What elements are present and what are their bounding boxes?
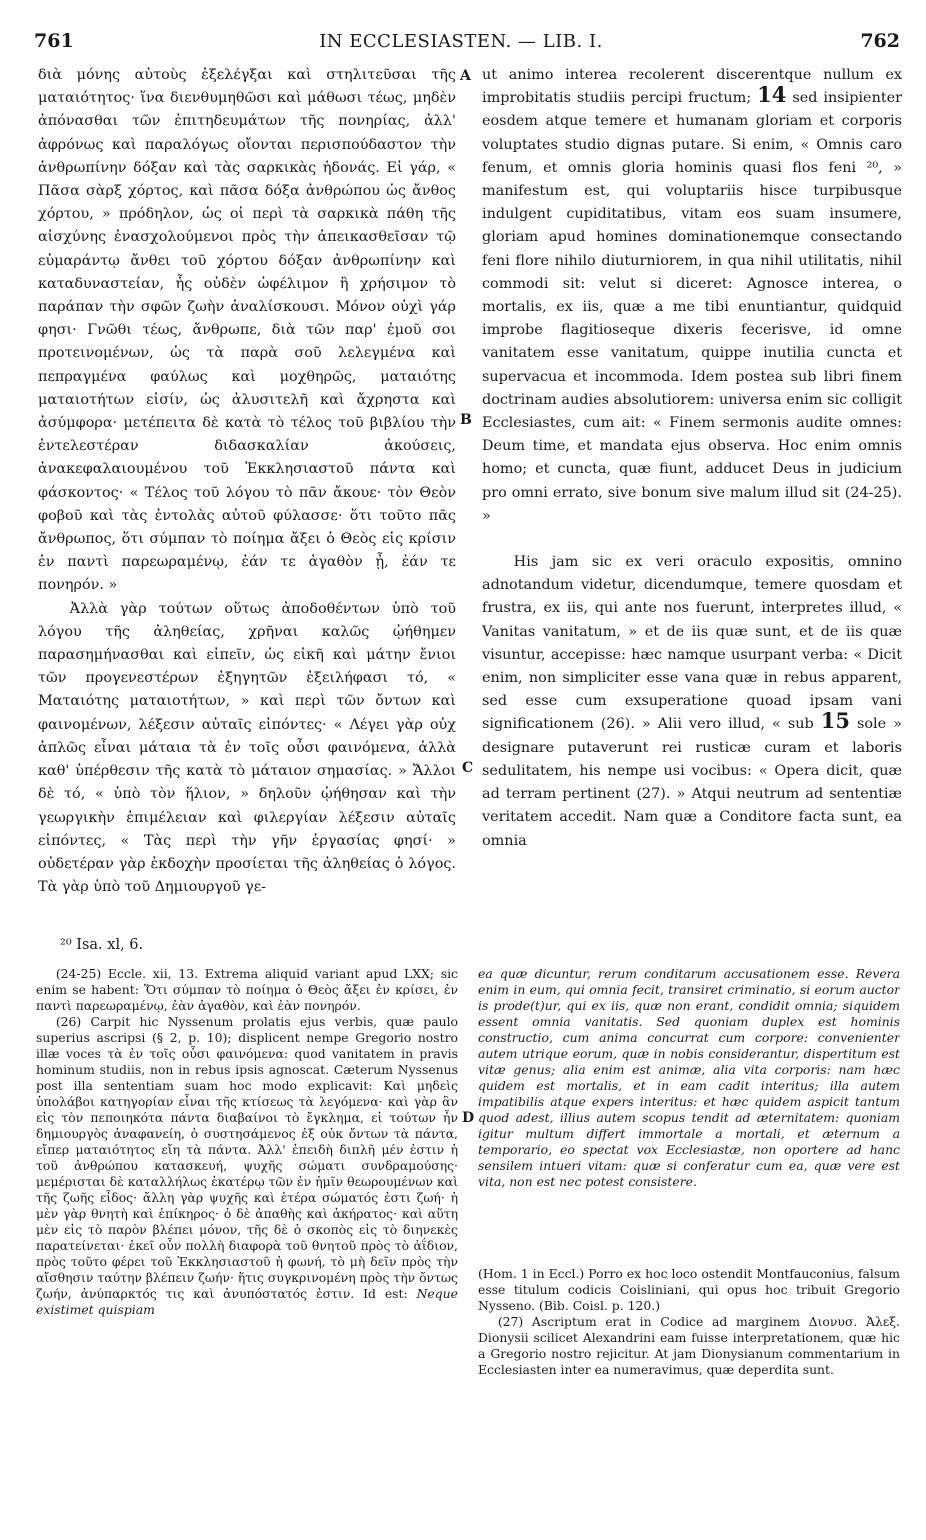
note-26: [36, 1014, 458, 1318]
notes-right-italic: [478, 966, 900, 1266]
note-27: (27) Ascriptum erat in Codice ad marginem Διονυσ. Ἀλεξ. Dionysii scilicet Alexandrini eam fuisse interpretationem, quæ hic a Gregorio nostro rejicitur. At jam Dionysianum commentarium in Ecclesiasten inter ea numeravimus, quæ deperdita sunt.: [478, 1314, 900, 1377]
latin-paragraph-2-end: sole » designare putaverunt rei rusticæ curam et laboris sedulitatem, his nempe usi vocibus: « Opera dicit, quæ ad terram pertinent (27). » Atqui neutrum ad sententiæ veritatem accedit. Nam quæ a Conditore facta sunt, ea omnia: [482, 716, 902, 849]
greek-paragraph-1: διὰ μόνης αὐτοὺς ἐξελέγξαι καὶ στηλιτεῦσαι τῆς ματαιότητος· ἵνα διενθυμηθῶσι καὶ μάθωσι τέως, μηδὲν ἀπόνασθαι τῶν ἐπιτηδευμάτων τῆς πονηρίας, ἀλλ' ἀφρόνως καὶ παραλόγως οἴονται περισπούδαστον τὴν ἀνθρωπίνην δόξαν καὶ τὰς σαρκικὰς ἡδονάς. Εἰ γάρ, « Πᾶσα σὰρξ χόρτος, καὶ πᾶσα δόξα ἀνθρώπου ὡς ἄνθος χόρτου, » πρόδηλον, ὡς οἱ περὶ τὰ σαρκικὰ πάθη τῆς αἰσχύνης ἐνασχολούμενοι πρὸς τὴν ἀπεικασθεῖσαν τῷ εὐμαράντῳ ἄνθει τοῦ χόρτου δόξαν ἀνθρωπίνην καὶ καταδυναστείαν, ἧς οὐδὲν ὠφέλιμον ἢ χρήσιμον τὸ παράπαν τὴν σφῶν ζωὴν ἀναλίσκουσι. Μόνον οὐχὶ γάρ φησι· Γνῶθι τέως, ἄνθρωπε, διὰ τῶν παρ' ἐμοῦ σοι προτεινομένων, ὡς τὰ παρὰ σοῦ λελεγμένα καὶ πεπραγμένα φαύλως καὶ μοχθηρῶς, ματαιότης ματαιοτήτων εἰσίν, ὡς ἀλυσιτελῆ καὶ ἄχρηστα καὶ ἀσύμφορα· μετέπειτα δὲ κατὰ τὸ τέλος τοῦ βιβλίου τὴν ἐντελεστέραν διδασκαλίαν ἀκούσεις, ἀνακεφαλαιουμένου τοῦ Ἐκκλησιαστοῦ πάντα καὶ φάσκοντος· « Τέλος τοῦ λόγου τὸ πᾶν ἄκουε· τὸν Θεὸν φοβοῦ καὶ τὰς ἐντολὰς αὐτοῦ φύλασσε· ὅτι τοῦτο πᾶς ἄνθρωπος, ὅτι σύμπαν τὸ ποίημα ἄξει ὁ Θεὸς εἰς κρίσιν ἐν παντὶ παρεωραμένῳ, ἐάν τε ἀγαθὸν ᾖ, ἐάν τε πονηρόν. »: [38, 67, 456, 594]
running-title: IN ECCLESIASTEN. — LIB. I.: [319, 31, 603, 52]
margin-marker-b: B: [460, 412, 472, 428]
note-26-translation: ea quæ dicuntur, rerum conditarum accusationem esse. Revera enim in eum, qui omnia fecit, transiret criminatio, si eorum auctor is prode(t)ur, qui ex iis, quæ non erant, condidit omnia; siquidem essent omnia vanitatis. Sed quoniam duplex est hominis constructio, cum anima concurrat cum corpore: convenienter autem utrique eorum, quæ in nobis considerantur, dispertitum est vitæ genus; alia enim est animæ, alia vita corporis: nam hæc quidem est mortalis, et in eam cadit interitus; illa autem impatibilis atque expers interitus: et hæc quidem aspicit tantum quod adest, illius autem scopus tendit ad æternitatem: quoniam igitur multum differt immortale a mortali, et æternum a temporario, eo spectat vox Ecclesiastæ, non oportere ad hanc sensilem intueri vitam: quæ si conferatur cum ea, quæ vere est vita, non est nec potest consistere.: [478, 966, 900, 1189]
latin-paragraph-1-end: sed insipienter eosdem atque temere et humanam gloriam et corporis voluptates studio dignas putare. Si enim, « Omnis caro fenum, et omnis gloria hominis quasi flos feni ²⁰, » manifestum est, qui voluptariis hisce turpibusque indulgent cupiditatibus, vitam eos suam insumere, gloriam apud homines dominationemque consectando feni flore nihilo diuturniorem, in qua nihil utilitatis, nihil commodi sit: velut si diceret: Agnosce interea, o mortalis, ex iis, quæ a me tibi enuntiantur, quidquid improbe flagitioseque dixeris fecerisve, id omne vanitatem esse vanitatum, quippe inutilia cuncta et supervacua et incommoda. Idem postea sub libri finem doctrinam audies absolutiorem: universa enim sic colligit Ecclesiastes, cum ait: « Finem sermonis audite omnes: Deum time, et mandata ejus observa. Hoc enim omnis homo; et cuncta, quæ fiunt, adducet Deus in judicium pro omni errato, sive bonum sive malum illud sit (24-25). »: [482, 90, 902, 524]
page-header: [14, 30, 908, 60]
note-26-tail: (Hom. 1 in Eccl.) Porro ex hoc loco ostendit Montfauconius, falsum esse titulum codicis Coisliniani, qui opus hoc tribuit Gregorio Nysseno. (Bib. Coisl. p. 120.): [478, 1266, 900, 1313]
greek-column: [38, 64, 456, 950]
greek-paragraph-2: Ἀλλὰ γὰρ τούτων οὕτως ἀποδοθέντων ὑπὸ τοῦ λόγου τῆς ἀληθείας, χρῆναι καλῶς ᾠήθημεν παρασημήνασθαι καὶ εἰπεῖν, ὡς εἰκῆ καὶ μάτην ἔνιοι τῶν προγενεστέρων ἐξηγητῶν ἐξειλήφασι τό, « Ματαιότης ματαιοτήτων, » καὶ περὶ τῶν ὄντων καὶ φαινομένων, λέξεσιν αὐταῖς εἰπόντες· « Λέγει γὰρ οὐχ ἁπλῶς εἶναι μάταια τὰ ἐν τοῖς οὖσι φαινόμενα, ἀλλὰ καθ' ὑπέρθεσιν τῆς κατὰ τὸ μάταιον σημασίας. » Ἄλλοι δὲ τό, « ὑπὸ τὸν ἥλιον, » δηλοῦν ᾠήθησαν καὶ τὴν γεωργικὴν ἐπιμέλειαν καὶ φιλεργίαν λέξεσιν αὐταῖς εἰπόντες, « Τὰς περὶ τὴν γῆν ἐργασίας φησί· » οὐδετέραν γὰρ ἐκδοχὴν προσίεται τῆς ἀληθείας ὁ λόγος. Τὰ γὰρ ὑπὸ τοῦ Δημιουργοῦ γε-: [38, 600, 456, 896]
note-26-text: (26) Carpit hic Nyssenum prolatis ejus verbis, quæ paulo superius ascripsi (§ 2, p. 10); displicent nempe Gregorio nostro illæ voces τὰ ἐν τοῖς οὖσι φαινόμενα: quod vanitatem in pravis hominum studiis, non in rebus ipsis agnoscat. Cæterum Nyssenus post illa sententiam suam hoc modo explicavit: Καὶ μηδεὶς ὑπολάβοι κατηγορίαν εἶναι τῆς κτίσεως τὰ λεγόμενα· καὶ γὰρ ἂν εἰς τὸν πεποιηκότα πάντα διαβαίνοι τὸ ἔγκλημα, εἰ τούτων ἦν δημιουργὸς ἀναφανείη, ὁ συστησάμενος ἐξ οὐκ ὄντων τὰ πάντα, εἴπερ ματαιότητος εἴη τὰ πάντα. Ἀλλ' ἐπειδὴ διπλῆ μέν ἐστιν ἡ τοῦ ἀνθρώπου κατασκευή, ψυχῆς σώματι συνδραμούσης· μεμέρισται δὲ καταλλήλως ἑκατέρῳ τῶν ἐν ἡμῖν θεωρουμένων καὶ τῆς ζωῆς εἶδος· ἄλλη γὰρ ψυχῆς καὶ ἑτέρα σώματός ἐστι ζωή· ἡ μὲν γὰρ θνητὴ καὶ ἐπίκηρος· ὁ δὲ ἀπαθὴς καὶ ἀκήρατος· καὶ αὕτη μὲν εἰς τὸ παρὸν βλέπει μόνον, τῆς δὲ ὁ σκοπὸς εἰς τὸ διηνεκὲς παρατείνεται· ἐκεῖ οὖν πολλὴ διαφορὰ τοῦ θνητοῦ πρὸς τὸ ἀΐδιον, πρὸς τοῦτο φέρει τοῦ Ἐκκλησιαστοῦ ἡ φωνή, τὸ μὴ δεῖν πρὸς τὴν αἴσθησιν ταύτην βλέπειν ζωήν· ἥτις συγκρινομένη πρὸς τὴν ὄντως ζωήν, ἀνύπαρκτός τις καὶ ἀνυπόστατός ἐστιν. Id est:: [36, 1014, 458, 1301]
margin-marker-c: C: [462, 760, 474, 776]
page-number-right: 762: [860, 30, 900, 52]
latin-paragraph-1-start: ut animo interea recolerent discerentque nullum ex improbitatis studiis percipi fructum;: [482, 67, 902, 107]
section-number-14: 14: [757, 82, 787, 108]
scripture-footnote: ²⁰ Isa. xl, 6.: [60, 937, 144, 953]
notes-right-column: [478, 1266, 900, 1486]
note-26-italic: Neque existimet quispiam: [36, 1286, 458, 1317]
latin-paragraph-2: [482, 551, 902, 853]
section-number-15: 15: [820, 708, 850, 734]
paragraph-gap: [482, 528, 902, 551]
margin-marker-a: A: [460, 68, 471, 84]
note-24-25: (24-25) Eccle. xii, 13. Extrema aliquid variant apud LXX; sic enim se habent: Ὅτι σύμπαν τὸ ποίημα ὁ Θεὸς ἄξει ἐν κρίσει, ἐν παντὶ παρεωραμένῳ, ἐὰν ἀγαθὸν, καὶ ἐὰν πονηρόν.: [36, 966, 458, 1013]
latin-paragraph-1: [482, 64, 902, 528]
latin-paragraph-2-start: His jam sic ex veri oraculo expositis, omnino adnotandum videtur, dicendumque, temere quosdam et frustra, ex iis, qui ante nos fuerunt, interpretes illud, « Vanitas vanitatum, » et de iis quæ sunt, et de iis quæ visuntur, accepisse: hæc namque usurpant verba: « Dicit enim, non simpliciter esse vana quæ in rebus apparent, sed esse cum exsuperatione quoad ipsam vani significationem (26). » Alii vero illud, « sub: [482, 554, 902, 733]
notes-left-column: [36, 966, 458, 1466]
margin-marker-d: D: [462, 1110, 475, 1126]
page-number-left: 761: [34, 30, 74, 52]
latin-column: [482, 64, 902, 914]
